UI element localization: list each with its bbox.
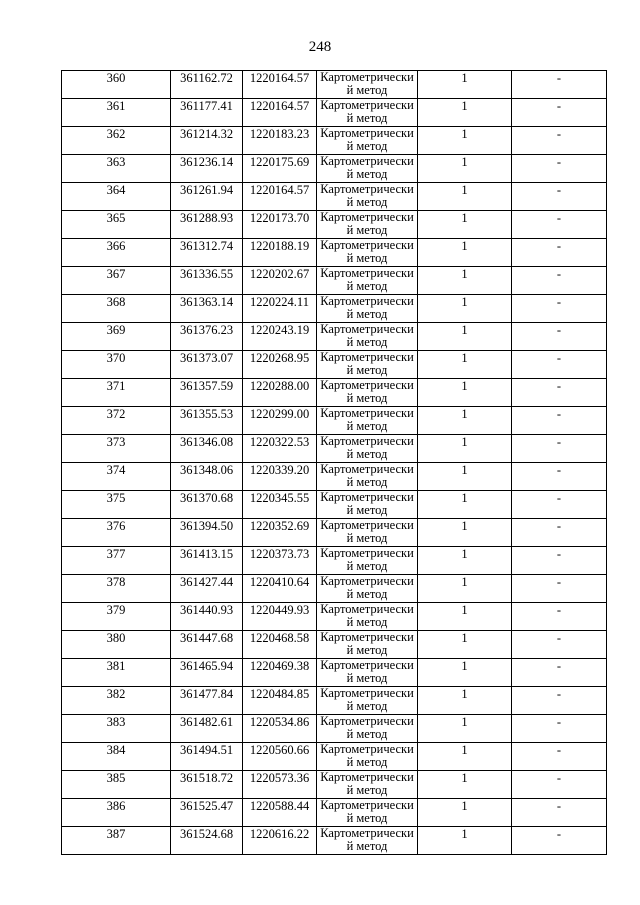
note-cell: - bbox=[512, 743, 607, 771]
note-cell: - bbox=[512, 267, 607, 295]
note-cell: - bbox=[512, 127, 607, 155]
table-row bbox=[62, 295, 607, 323]
note-cell: - bbox=[512, 827, 607, 855]
method-line-2: й метод bbox=[346, 558, 388, 573]
point-number-cell: 377 bbox=[62, 547, 171, 575]
y-coordinate-cell: 1220573.36 bbox=[243, 771, 317, 799]
x-coordinate-cell: 361346.08 bbox=[171, 435, 243, 463]
method-line-1: Картометрически bbox=[320, 154, 414, 168]
point-number-cell: 387 bbox=[62, 827, 171, 855]
coordinates-table bbox=[61, 70, 607, 855]
method-cell bbox=[317, 491, 418, 519]
method-line-2: й метод bbox=[346, 138, 388, 153]
method-line-2: й метод bbox=[346, 446, 388, 461]
point-number-cell: 380 bbox=[62, 631, 171, 659]
table-row bbox=[62, 631, 607, 659]
y-coordinate-cell: 1220175.69 bbox=[243, 155, 317, 183]
note-cell: - bbox=[512, 155, 607, 183]
point-number-cell: 361 bbox=[62, 99, 171, 127]
x-coordinate-cell: 361261.94 bbox=[171, 183, 243, 211]
x-coordinate-cell: 361447.68 bbox=[171, 631, 243, 659]
method-cell bbox=[317, 575, 418, 603]
point-number-cell: 370 bbox=[62, 351, 171, 379]
count-cell: 1 bbox=[418, 379, 512, 407]
y-coordinate-cell: 1220164.57 bbox=[243, 71, 317, 99]
note-cell: - bbox=[512, 575, 607, 603]
method-cell bbox=[317, 183, 418, 211]
table-row bbox=[62, 435, 607, 463]
method-line-2: й метод bbox=[346, 530, 388, 545]
note-cell: - bbox=[512, 71, 607, 99]
y-coordinate-cell: 1220588.44 bbox=[243, 799, 317, 827]
table-row bbox=[62, 659, 607, 687]
x-coordinate-cell: 361236.14 bbox=[171, 155, 243, 183]
x-coordinate-cell: 361465.94 bbox=[171, 659, 243, 687]
note-cell: - bbox=[512, 799, 607, 827]
method-line-2: й метод bbox=[346, 278, 388, 293]
x-coordinate-cell: 361363.14 bbox=[171, 295, 243, 323]
table-row bbox=[62, 715, 607, 743]
count-cell: 1 bbox=[418, 239, 512, 267]
y-coordinate-cell: 1220322.53 bbox=[243, 435, 317, 463]
count-cell: 1 bbox=[418, 71, 512, 99]
y-coordinate-cell: 1220188.19 bbox=[243, 239, 317, 267]
table-row bbox=[62, 99, 607, 127]
table-row bbox=[62, 323, 607, 351]
x-coordinate-cell: 361376.23 bbox=[171, 323, 243, 351]
point-number-cell: 383 bbox=[62, 715, 171, 743]
x-coordinate-cell: 361357.59 bbox=[171, 379, 243, 407]
point-number-cell: 379 bbox=[62, 603, 171, 631]
table-row bbox=[62, 407, 607, 435]
method-cell bbox=[317, 379, 418, 407]
method-cell bbox=[317, 827, 418, 855]
x-coordinate-cell: 361494.51 bbox=[171, 743, 243, 771]
point-number-cell: 363 bbox=[62, 155, 171, 183]
y-coordinate-cell: 1220410.64 bbox=[243, 575, 317, 603]
point-number-cell: 372 bbox=[62, 407, 171, 435]
point-number-cell: 373 bbox=[62, 435, 171, 463]
x-coordinate-cell: 361162.72 bbox=[171, 71, 243, 99]
x-coordinate-cell: 361348.06 bbox=[171, 463, 243, 491]
method-cell bbox=[317, 239, 418, 267]
point-number-cell: 376 bbox=[62, 519, 171, 547]
method-line-2: й метод bbox=[346, 418, 388, 433]
note-cell: - bbox=[512, 519, 607, 547]
point-number-cell: 368 bbox=[62, 295, 171, 323]
table-body bbox=[62, 71, 607, 855]
table-row bbox=[62, 211, 607, 239]
method-cell bbox=[317, 323, 418, 351]
method-line-2: й метод bbox=[346, 838, 388, 853]
count-cell: 1 bbox=[418, 295, 512, 323]
x-coordinate-cell: 361413.15 bbox=[171, 547, 243, 575]
method-line-2: й метод bbox=[346, 110, 388, 125]
method-line-2: й метод bbox=[346, 726, 388, 741]
y-coordinate-cell: 1220484.85 bbox=[243, 687, 317, 715]
method-line-1: Картометрически bbox=[320, 238, 414, 252]
point-number-cell: 386 bbox=[62, 799, 171, 827]
note-cell: - bbox=[512, 631, 607, 659]
x-coordinate-cell: 361288.93 bbox=[171, 211, 243, 239]
x-coordinate-cell: 361477.84 bbox=[171, 687, 243, 715]
count-cell: 1 bbox=[418, 463, 512, 491]
count-cell: 1 bbox=[418, 519, 512, 547]
y-coordinate-cell: 1220173.70 bbox=[243, 211, 317, 239]
method-line-2: й метод bbox=[346, 670, 388, 685]
method-line-1: Картометрически bbox=[320, 714, 414, 728]
method-cell bbox=[317, 295, 418, 323]
count-cell: 1 bbox=[418, 659, 512, 687]
x-coordinate-cell: 361482.61 bbox=[171, 715, 243, 743]
method-line-1: Картометрически bbox=[320, 378, 414, 392]
point-number-cell: 375 bbox=[62, 491, 171, 519]
count-cell: 1 bbox=[418, 827, 512, 855]
point-number-cell: 364 bbox=[62, 183, 171, 211]
y-coordinate-cell: 1220288.00 bbox=[243, 379, 317, 407]
note-cell: - bbox=[512, 687, 607, 715]
method-line-2: й метод bbox=[346, 614, 388, 629]
method-cell bbox=[317, 659, 418, 687]
count-cell: 1 bbox=[418, 575, 512, 603]
count-cell: 1 bbox=[418, 155, 512, 183]
table-row bbox=[62, 491, 607, 519]
count-cell: 1 bbox=[418, 547, 512, 575]
method-line-1: Картометрически bbox=[320, 798, 414, 812]
method-line-1: Картометрически bbox=[320, 462, 414, 476]
x-coordinate-cell: 361177.41 bbox=[171, 99, 243, 127]
y-coordinate-cell: 1220345.55 bbox=[243, 491, 317, 519]
note-cell: - bbox=[512, 211, 607, 239]
y-coordinate-cell: 1220183.23 bbox=[243, 127, 317, 155]
table-row bbox=[62, 127, 607, 155]
method-cell bbox=[317, 631, 418, 659]
method-cell bbox=[317, 155, 418, 183]
note-cell: - bbox=[512, 435, 607, 463]
count-cell: 1 bbox=[418, 267, 512, 295]
count-cell: 1 bbox=[418, 491, 512, 519]
count-cell: 1 bbox=[418, 323, 512, 351]
table-row bbox=[62, 239, 607, 267]
point-number-cell: 360 bbox=[62, 71, 171, 99]
method-line-2: й метод bbox=[346, 194, 388, 209]
note-cell: - bbox=[512, 295, 607, 323]
y-coordinate-cell: 1220449.93 bbox=[243, 603, 317, 631]
method-cell bbox=[317, 435, 418, 463]
method-line-1: Картометрически bbox=[320, 350, 414, 364]
table-row bbox=[62, 743, 607, 771]
point-number-cell: 362 bbox=[62, 127, 171, 155]
count-cell: 1 bbox=[418, 211, 512, 239]
method-line-2: й метод bbox=[346, 250, 388, 265]
y-coordinate-cell: 1220339.20 bbox=[243, 463, 317, 491]
count-cell: 1 bbox=[418, 743, 512, 771]
note-cell: - bbox=[512, 239, 607, 267]
table-row bbox=[62, 71, 607, 99]
x-coordinate-cell: 361524.68 bbox=[171, 827, 243, 855]
method-line-2: й метод bbox=[346, 782, 388, 797]
x-coordinate-cell: 361525.47 bbox=[171, 799, 243, 827]
x-coordinate-cell: 361518.72 bbox=[171, 771, 243, 799]
table-row bbox=[62, 827, 607, 855]
point-number-cell: 385 bbox=[62, 771, 171, 799]
method-cell bbox=[317, 351, 418, 379]
y-coordinate-cell: 1220352.69 bbox=[243, 519, 317, 547]
method-cell bbox=[317, 267, 418, 295]
point-number-cell: 365 bbox=[62, 211, 171, 239]
method-cell bbox=[317, 771, 418, 799]
method-cell bbox=[317, 603, 418, 631]
table-row bbox=[62, 799, 607, 827]
y-coordinate-cell: 1220164.57 bbox=[243, 183, 317, 211]
note-cell: - bbox=[512, 463, 607, 491]
x-coordinate-cell: 361355.53 bbox=[171, 407, 243, 435]
note-cell: - bbox=[512, 547, 607, 575]
method-line-2: й метод bbox=[346, 698, 388, 713]
point-number-cell: 367 bbox=[62, 267, 171, 295]
method-line-1: Картометрически bbox=[320, 70, 414, 84]
method-cell bbox=[317, 463, 418, 491]
method-line-1: Картометрически bbox=[320, 686, 414, 700]
table-row bbox=[62, 379, 607, 407]
note-cell: - bbox=[512, 379, 607, 407]
x-coordinate-cell: 361394.50 bbox=[171, 519, 243, 547]
y-coordinate-cell: 1220299.00 bbox=[243, 407, 317, 435]
table-row bbox=[62, 463, 607, 491]
method-line-1: Картометрически bbox=[320, 182, 414, 196]
method-cell bbox=[317, 519, 418, 547]
y-coordinate-cell: 1220164.57 bbox=[243, 99, 317, 127]
note-cell: - bbox=[512, 771, 607, 799]
note-cell: - bbox=[512, 323, 607, 351]
method-line-1: Картометрически bbox=[320, 210, 414, 224]
method-line-2: й метод bbox=[346, 810, 388, 825]
note-cell: - bbox=[512, 99, 607, 127]
method-line-1: Картометрически bbox=[320, 770, 414, 784]
count-cell: 1 bbox=[418, 715, 512, 743]
y-coordinate-cell: 1220616.22 bbox=[243, 827, 317, 855]
count-cell: 1 bbox=[418, 407, 512, 435]
note-cell: - bbox=[512, 491, 607, 519]
y-coordinate-cell: 1220468.58 bbox=[243, 631, 317, 659]
method-line-2: й метод bbox=[346, 222, 388, 237]
y-coordinate-cell: 1220560.66 bbox=[243, 743, 317, 771]
count-cell: 1 bbox=[418, 351, 512, 379]
table-row bbox=[62, 603, 607, 631]
y-coordinate-cell: 1220243.19 bbox=[243, 323, 317, 351]
method-cell bbox=[317, 547, 418, 575]
note-cell: - bbox=[512, 715, 607, 743]
y-coordinate-cell: 1220268.95 bbox=[243, 351, 317, 379]
method-line-2: й метод bbox=[346, 82, 388, 97]
y-coordinate-cell: 1220224.11 bbox=[243, 295, 317, 323]
table-row bbox=[62, 351, 607, 379]
table-row bbox=[62, 771, 607, 799]
count-cell: 1 bbox=[418, 183, 512, 211]
y-coordinate-cell: 1220202.67 bbox=[243, 267, 317, 295]
count-cell: 1 bbox=[418, 631, 512, 659]
method-line-2: й метод bbox=[346, 166, 388, 181]
note-cell: - bbox=[512, 659, 607, 687]
point-number-cell: 381 bbox=[62, 659, 171, 687]
method-line-1: Картометрически bbox=[320, 630, 414, 644]
method-line-1: Картометрически bbox=[320, 658, 414, 672]
method-line-1: Картометрически bbox=[320, 266, 414, 280]
method-line-1: Картометрически bbox=[320, 546, 414, 560]
method-line-2: й метод bbox=[346, 334, 388, 349]
table-row bbox=[62, 687, 607, 715]
count-cell: 1 bbox=[418, 127, 512, 155]
method-line-1: Картометрически bbox=[320, 826, 414, 840]
x-coordinate-cell: 361427.44 bbox=[171, 575, 243, 603]
method-line-2: й метод bbox=[346, 502, 388, 517]
point-number-cell: 374 bbox=[62, 463, 171, 491]
method-cell bbox=[317, 127, 418, 155]
y-coordinate-cell: 1220373.73 bbox=[243, 547, 317, 575]
y-coordinate-cell: 1220469.38 bbox=[243, 659, 317, 687]
table-row bbox=[62, 547, 607, 575]
note-cell: - bbox=[512, 351, 607, 379]
note-cell: - bbox=[512, 603, 607, 631]
method-line-2: й метод bbox=[346, 586, 388, 601]
table-row bbox=[62, 519, 607, 547]
table-row bbox=[62, 575, 607, 603]
method-cell bbox=[317, 799, 418, 827]
point-number-cell: 369 bbox=[62, 323, 171, 351]
method-line-2: й метод bbox=[346, 362, 388, 377]
method-cell bbox=[317, 407, 418, 435]
method-line-1: Картометрически bbox=[320, 434, 414, 448]
count-cell: 1 bbox=[418, 771, 512, 799]
method-line-1: Картометрически bbox=[320, 574, 414, 588]
count-cell: 1 bbox=[418, 99, 512, 127]
note-cell: - bbox=[512, 183, 607, 211]
x-coordinate-cell: 361440.93 bbox=[171, 603, 243, 631]
method-line-2: й метод bbox=[346, 306, 388, 321]
x-coordinate-cell: 361370.68 bbox=[171, 491, 243, 519]
method-line-1: Картометрически bbox=[320, 490, 414, 504]
point-number-cell: 384 bbox=[62, 743, 171, 771]
method-line-2: й метод bbox=[346, 642, 388, 657]
method-cell bbox=[317, 71, 418, 99]
count-cell: 1 bbox=[418, 799, 512, 827]
method-line-2: й метод bbox=[346, 474, 388, 489]
method-cell bbox=[317, 211, 418, 239]
method-line-2: й метод bbox=[346, 390, 388, 405]
method-line-1: Картометрически bbox=[320, 742, 414, 756]
method-line-1: Картометрически bbox=[320, 602, 414, 616]
point-number-cell: 382 bbox=[62, 687, 171, 715]
table-row bbox=[62, 267, 607, 295]
point-number-cell: 366 bbox=[62, 239, 171, 267]
y-coordinate-cell: 1220534.86 bbox=[243, 715, 317, 743]
method-line-1: Картометрически bbox=[320, 294, 414, 308]
table-row bbox=[62, 183, 607, 211]
method-line-1: Картометрически bbox=[320, 98, 414, 112]
count-cell: 1 bbox=[418, 687, 512, 715]
method-line-1: Картометрически bbox=[320, 322, 414, 336]
method-cell bbox=[317, 99, 418, 127]
x-coordinate-cell: 361373.07 bbox=[171, 351, 243, 379]
page-number: 248 bbox=[308, 39, 332, 55]
method-line-1: Картометрически bbox=[320, 406, 414, 420]
x-coordinate-cell: 361214.32 bbox=[171, 127, 243, 155]
method-line-1: Картометрически bbox=[320, 518, 414, 532]
count-cell: 1 bbox=[418, 435, 512, 463]
x-coordinate-cell: 361336.55 bbox=[171, 267, 243, 295]
method-cell bbox=[317, 715, 418, 743]
count-cell: 1 bbox=[418, 603, 512, 631]
method-cell bbox=[317, 687, 418, 715]
point-number-cell: 371 bbox=[62, 379, 171, 407]
method-line-2: й метод bbox=[346, 754, 388, 769]
point-number-cell: 378 bbox=[62, 575, 171, 603]
note-cell: - bbox=[512, 407, 607, 435]
method-cell bbox=[317, 743, 418, 771]
x-coordinate-cell: 361312.74 bbox=[171, 239, 243, 267]
table-row bbox=[62, 155, 607, 183]
method-line-1: Картометрически bbox=[320, 126, 414, 140]
